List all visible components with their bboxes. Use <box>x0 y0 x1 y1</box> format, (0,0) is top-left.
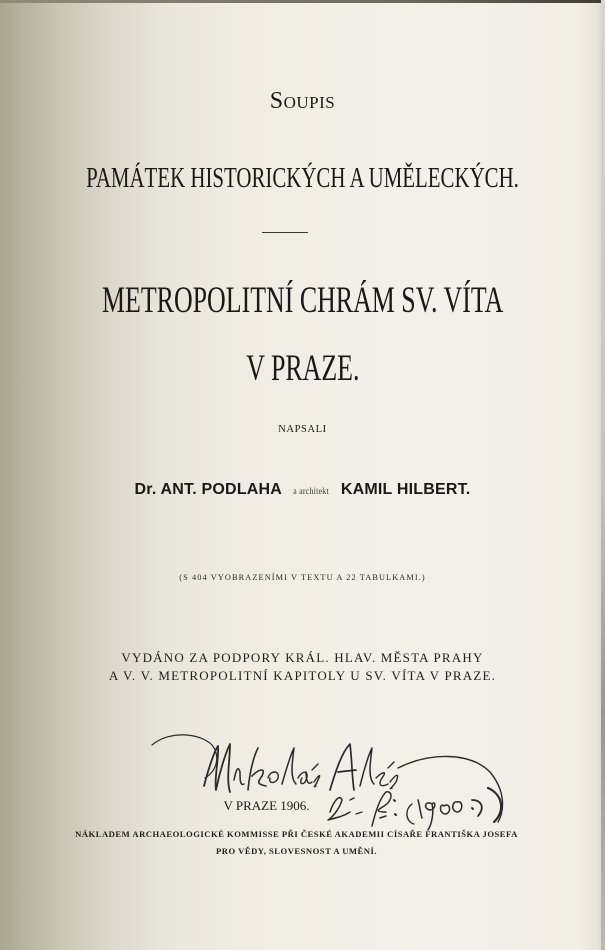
authors-label: NAPSALI <box>278 424 327 435</box>
main-title-line2-text: V PRAZE. <box>245 348 360 389</box>
place-year: V PRAZE 1906. <box>223 798 310 813</box>
series-title <box>0 162 605 195</box>
page-top-edge <box>0 0 605 3</box>
publisher-line-2: PRO VĚDY, SLOVESNOST A UMĚNÍ. <box>216 846 377 856</box>
page-right-edge <box>601 0 605 950</box>
author-hilbert: KAMIL HILBERT. <box>340 481 471 498</box>
authors <box>0 481 605 499</box>
support-line-2: A V. V. METROPOLITNÍ KAPITOLY U SV. VÍTA V PRAZE. <box>108 668 497 683</box>
publisher-line-1: NÁKLADEM ARCHAEOLOGICKÉ KOMMISSE PŘI ČESKÉ AKADEMII CÍSAŘE FRANTIŠKA JOSEFA <box>75 829 518 839</box>
author-connector: a architekt <box>293 487 330 497</box>
author-podlaha: Dr. ANT. PODLAHA <box>134 481 282 498</box>
main-title-line2 <box>0 347 605 390</box>
support-line-1: VYDÁNO ZA PODPORY KRÁL. HLAV. MĚSTA PRAHY <box>121 650 484 665</box>
main-title-line1-text: METROPOLITNÍ CHRÁM SV. VÍTA <box>101 280 504 321</box>
series-title-text: PAMÁTEK HISTORICKÝCH A UMĚLECKÝCH. <box>86 162 519 194</box>
main-title-line1 <box>0 279 605 322</box>
divider-rule <box>262 232 308 233</box>
illustrations-note: (S 404 VYOBRAZENÍMI V TEXTU A 22 TABULKAMI.) <box>179 573 426 582</box>
series-prefix: Soupis <box>269 88 336 114</box>
